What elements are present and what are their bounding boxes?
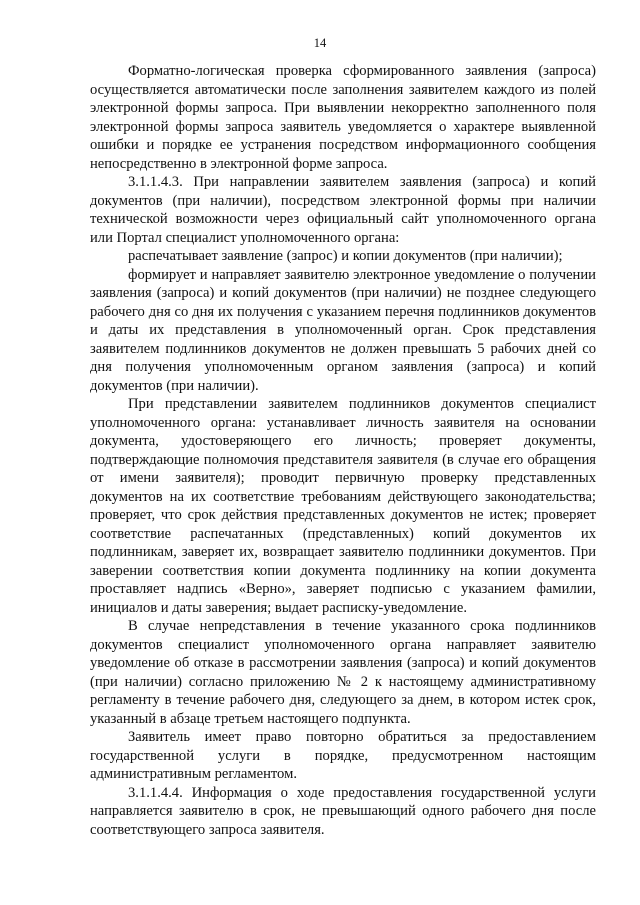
paragraph-format-check: Форматно-логическая проверка сформированного заявления (запроса) осуществляется автоматически после заполнения заявителем каждого из полей электронной формы запроса. При выявлении некорректно заполненного поля электронной формы запроса заявитель уведомляется о характере выявленной ошибки и порядке ее устранения посредством информационного сообщения непосредственно в электронной форме запроса. xyxy=(90,63,596,172)
paragraph-3-1-1-4-4: 3.1.1.4.4. Информация о ходе предоставления государственной услуги направляется заявителю в срок, не превышающий одного рабочего дня после соответствующего запроса заявителя. xyxy=(90,784,596,838)
paragraph-repeat-application: Заявитель имеет право повторно обратиться за предоставлением государственной услуги в порядке, предусмотренном настоящим административным регламентом. xyxy=(90,729,596,782)
paragraph-3-1-1-4-3: 3.1.1.4.3. При направлении заявителем заявления (запроса) и копий документов (при наличии), посредством электронной формы при наличии технической возможности через официальный сайт уполномоченного органа или Портал специалист уполномоченного органа: xyxy=(90,174,596,246)
page-number: 14 xyxy=(313,36,327,50)
paragraph-prints-application: распечатывает заявление (запрос) и копии документов (при наличии); xyxy=(128,248,563,264)
document-body xyxy=(90,62,596,839)
paragraph-originals-presented: При представлении заявителем подлинников документов специалист уполномоченного органа: устанавливает личность заявителя на основании документа, удостоверяющего его личность; проверяет документы, подтверждающие полномочия представителя заявителя (в случае его обращения от имени заявителя); проводит первичную проверку представленных документов на их соответствие требованиям действующего законодательства; проверяет, что срок действия представленных документов не истек; проверяет соответствие распечатанных (представленных) копий документов их подлинникам, заверяет их, возвращает заявителю подлинники документов. При заверении соответствия копии документа подлиннику на копии документа проставляет надпись «Верно», заверяет подписью с указанием фамилии, инициалов и даты заверения; выдает расписку-уведомление. xyxy=(90,396,596,616)
paragraph-forms-notification: формирует и направляет заявителю электронное уведомление о получении заявления (запроса) и копий документов (при наличии) не позднее следующего рабочего дня со дня их получения с указанием перечня подлинников документов и даты их представления в уполномоченный орган. Срок представления заявителем подлинников документов не должен превышать 5 рабочих дней со дня получения уполномоченным органом заявления (запроса) и копий документов (при наличии). xyxy=(90,266,596,394)
paragraph-originals-not-presented: В случае непредставления в течение указанного срока подлинников документов специалист уполномоченного органа направляет заявителю уведомление об отказе в рассмотрении заявления (запроса) и копий документов (при наличии) согласно приложению № 2 к настоящему административному регламенту в течение рабочего дня, следующего за днем, в котором истек срок, указанный в абзаце третьем настоящего подпункта. xyxy=(90,618,596,727)
